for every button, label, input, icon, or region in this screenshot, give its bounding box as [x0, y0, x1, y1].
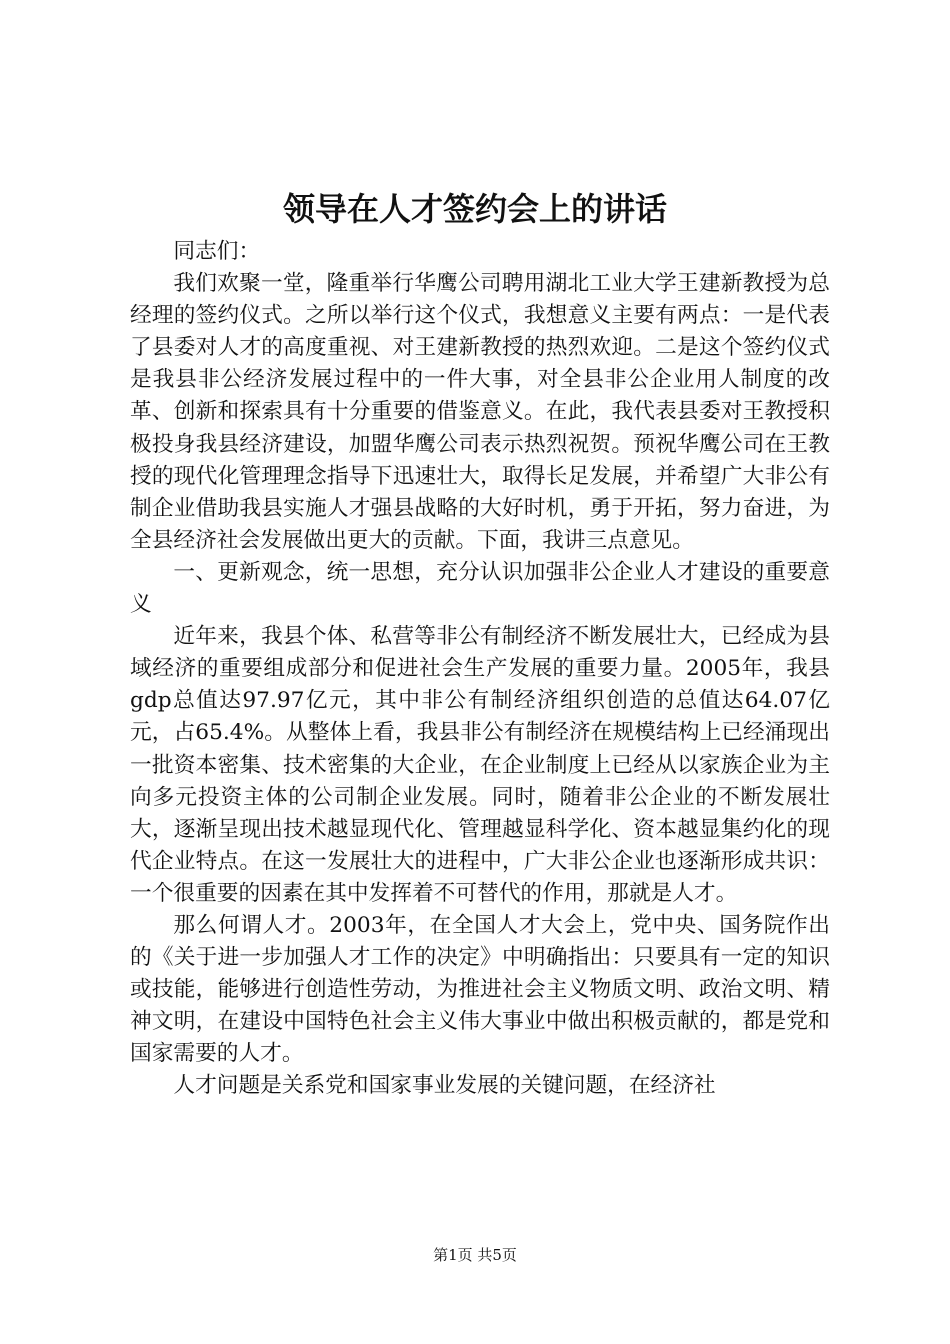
page-footer: 第1页 共5页: [433, 1246, 517, 1264]
body-paragraph: 我们欢聚一堂，隆重举行华鹰公司聘用湖北工业大学王建新教授为总经理的签约仪式。之所以举行这个仪式，我想意义主要有两点：一是代表了县委对人才的高度重视、对王建新教授的热烈欢迎。二是这个签约仪式是我县非公经济发展过程中的一件大事，对全县非公企业用人制度的改革、创新和探索具有十分重要的借鉴意义。在此，我代表县委对王教授积极投身我县经济建设，加盟华鹰公司表示热烈祝贺。预祝华鹰公司在王教授的现代化管理理念指导下迅速壮大，取得长足发展，并希望广大非公有制企业借助我县实施人才强县战略的大好时机，勇于开拓，努力奋进，为全县经济社会发展做出更大的贡献。下面，我讲三点意见。: [130, 271, 830, 553]
section-heading-paragraph: 一、更新观念，统一思想，充分认识加强非公企业人才建设的重要意义: [130, 559, 830, 618]
body-paragraph: 近年来，我县个体、私营等非公有制经济不断发展壮大，已经成为县域经济的重要组成部分和促进社会生产发展的重要力量。2005年，我县gdp总值达97.97亿元，其中非公有制经济组织创造的总值达64.07亿元，占65.4%。从整体上看，我县非公有制经济在规模结构上已经涌现出一批资本密集、技术密集的大企业，在企业制度上已经从以家族企业为主向多元投资主体的公司制企业发展。同时，随着非公企业的不断发展壮大，逐渐呈现出技术越显现代化、管理越显科学化、资本越显集约化的现代企业特点。在这一发展壮大的进程中，广大非公企业也逐渐形成共识：一个很重要的因素在其中发挥着不可替代的作用，那就是人才。: [130, 624, 830, 906]
body-paragraph: 那么何谓人才。2003年，在全国人才大会上，党中央、国务院作出的《关于进一步加强人才工作的决定》中明确指出：只要具有一定的知识或技能，能够进行创造性劳动，为推进社会主义物质文明、政治文明、精神文明，在建设中国特色社会主义伟大事业中做出积极贡献的，都是党和国家需要的人才。: [130, 912, 830, 1067]
document-title: 领导在人才签约会上的讲话: [282, 190, 667, 228]
body-paragraph: 人才问题是关系党和国家事业发展的关键问题，在经济社: [173, 1073, 716, 1099]
document-body: [130, 236, 830, 1103]
salutation-paragraph: 同志们：: [173, 239, 261, 264]
